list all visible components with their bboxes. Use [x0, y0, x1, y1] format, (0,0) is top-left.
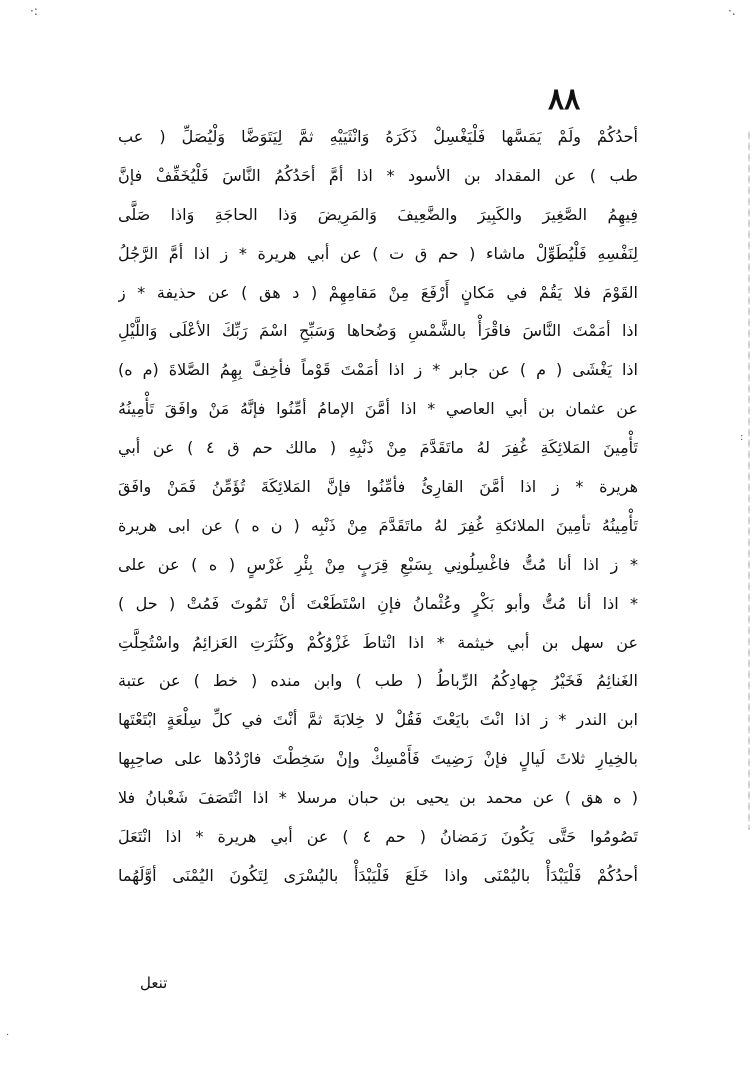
margin-mark-top-left: ·:	[30, 4, 38, 18]
text-line-9: تَأْمِينَ المَلائِكَةِ غُفِرَ لهُ ماتَقَدَّمَ مِنْ ذَنْبِهِ ( مالك حم ق ٤ ) عن أبي	[118, 438, 638, 458]
text-line-17: بالخِيارِ ثلاثَ لَيالٍ فإنْ رَضِيتَ فَأَمْسِكْ وإنْ سَخِطْتَ فارْدُدْها على صاحِبِها	[118, 749, 638, 769]
text-line-15: الغَنائِمُ فَخَيْرُ جِهادِكُمُ الرِّباطُ ( طب ) وابن منده ( خط ) عن عتبة	[118, 671, 638, 691]
text-line-11: تَأْمِينُهُ تأمِينَ الملائكةِ غُفِرَ لهُ ماتَقَدَّمَ مِنْ ذَنْبِه ( ن ه ) عن ابى هريرة	[118, 515, 638, 535]
text-line-4: لِنَفْسِهِ فَلْيُطَوِّلْ ماشاء ( حم ق ت ) عن أبي هريرة * ز اذا أمَّ الرَّجُلُ	[118, 243, 638, 263]
text-line-13: * اذا أنا مُتُّ وأبو بَكْرٍ وعُثْمانُ فإنِ اسْتَطَعْتَ أنْ تَمُوتَ فَمُتْ ( حل )	[118, 593, 638, 613]
page-body	[118, 118, 638, 896]
text-line-14: عن سهل بن أبي خيثمة * اذا انْتاطَ غَزْوُكُمْ وكَثُرَتِ العَزائِمُ واسْتُحِلَّتِ	[118, 632, 638, 652]
margin-mark-top-right: ·.	[728, 4, 736, 18]
text-line-16: ابن الندر * ز اذا انْتَ بايَعْتَ فَقُلْ لا خِلابَةَ ثمَّ أنْتَ في كلِّ سِلْعَةٍ ابْتَعْتَها	[118, 710, 638, 730]
text-line-3: فِيهِمُ الصَّغِيرَ والكَبِيرَ والضَّعِيفَ وَالمَرِيضَ وَذا الحاجَةِ وَاذا صَلَّى	[118, 204, 638, 224]
catchword: تنعل	[140, 974, 168, 992]
page-number: ٨٨	[548, 82, 581, 117]
text-line-6: اذا أمَمْتَ النَّاسَ فاقْرَأْ بالشَّمْسِ وَضُحاها وَسَبِّحِ اسْمَ رَبِّكَ الأعْلَى وَاللَّيْلِ	[118, 321, 638, 341]
binding-edge-dots	[748, 130, 750, 830]
text-line-7: اذا يَغْشَى ( م ) عن جابر * ز اذا أمَمْتَ قَوْماً فأخِفَّ بِهِمُ الصَّلاةَ (م ه)	[118, 360, 638, 380]
text-line-18: ( ه هق ) عن محمد بن يحيى بن حبان مرسلا * اذا انْتَصَفَ شَعْبانُ فلا	[118, 788, 638, 808]
text-line-20: أحدُكُمْ فَلْيَبْدَأْ باليُمْنَى واذا خَلَعَ فَلْيَبْدَأْ باليُسْرَى لِتَكُونَ اليُمْنَى أوَّلَهُما	[118, 865, 638, 885]
margin-mark-bottom-left: ·	[6, 1030, 10, 1041]
text-line-1: أحدُكُمْ ولَمْ يَمَسَّها فَلْيَغْسِلْ ذَكَرَهُ وَانْثَيَيْهِ ثمَّ لِيَتَوَضَّا وَلْيُصَلِّ ( عب	[118, 127, 638, 146]
text-line-12: * ز اذا أنا مُتُّ فاغْسِلُونِي بِسَبْعِ قِرَبٍ مِنْ بِئْرِ غَرْسٍ ( ه ) عن على	[118, 554, 638, 574]
text-line-8: عن عثمان بن أبي العاصي * اذا أمَّنَ الإمامُ أمِّنُوا فإنَّهُ مَنْ وافَقَ تَأْمِينُهُ	[118, 399, 638, 419]
text-line-19: تَصُومُوا حَتَّى يَكُونَ رَمَضانُ ( حم ٤ ) عن أبي هريرة * اذا انْتَعَلَ	[118, 827, 638, 847]
margin-mark-right-edge: :	[740, 432, 744, 443]
text-line-2: طب ) عن المقداد بن الأسود * اذا أمَّ أحَدُكُمُ النَّاسَ فَلْيُخَفِّفْ فإنَّ	[118, 165, 638, 185]
text-line-5: القَوْمَ فلا يَقُمْ في مَكانٍ أَرْفَعَ مِنْ مَقامِهِمْ ( د هق ) عن حذيفة * ز	[118, 282, 638, 302]
text-line-10: هريرة * ز اذا أمَّنَ القارِئُ فأمِّنُوا فإنَّ المَلائِكَةَ تُؤَمِّنُ فَمَنْ وافَقَ	[118, 477, 638, 497]
